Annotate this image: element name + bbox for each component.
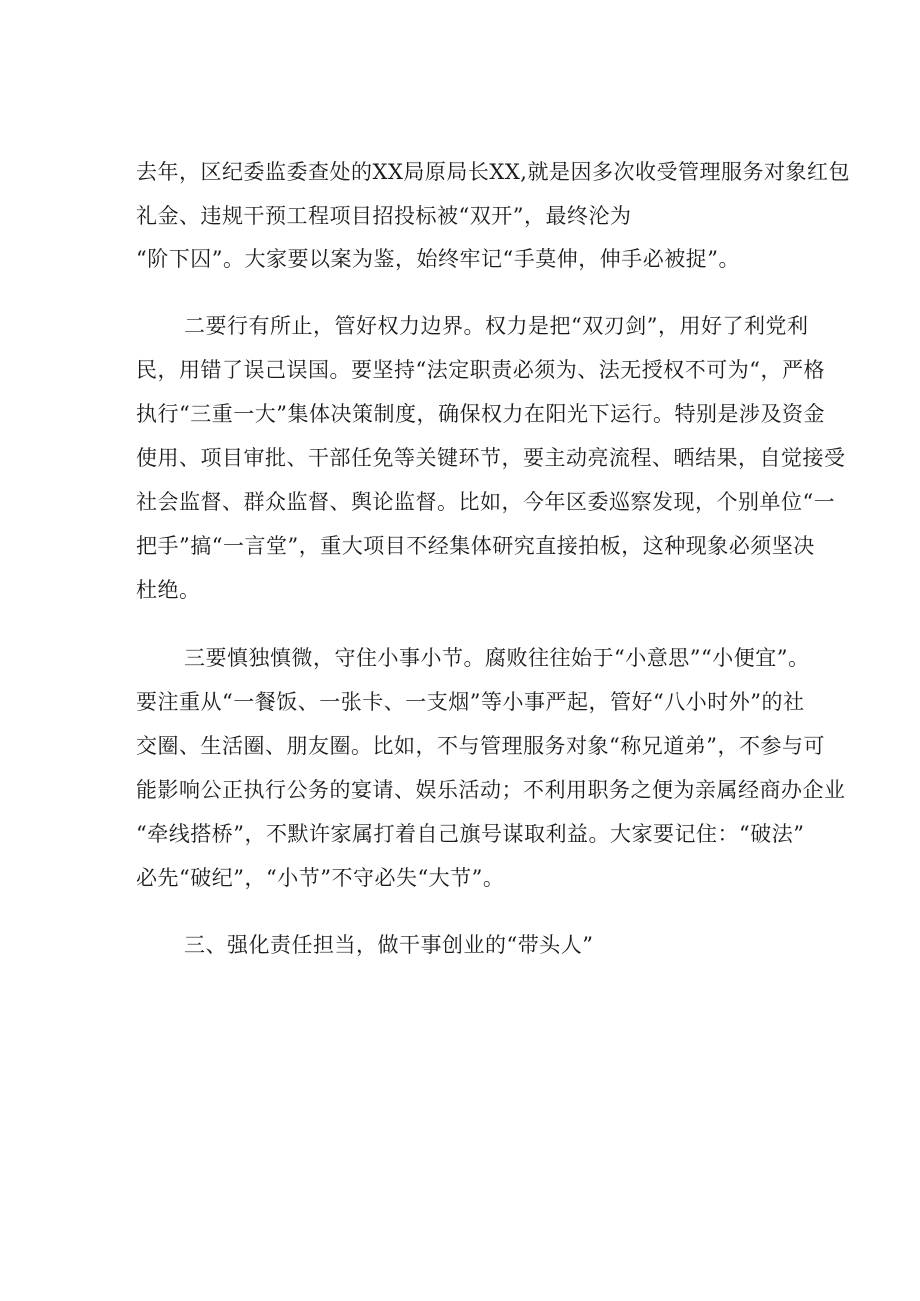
text-line: “阶下囚”。大家要以案为鉴，始终牢记“手莫伸，伸手必被捉”。 [136,247,740,271]
section-heading: 三、强化责任担当，做干事创业的“带头人” [184,933,594,957]
text-line: 交圈、生活圈、朋友圈。比如，不与管理服务对象“称兄道弟”，不参与可 [136,734,825,758]
text-line: 杜绝。 [136,578,201,602]
text-line: “牵线搭桥”，不默许家属打着自己旗号谋取利益。大家要记住：“破法” [136,822,805,846]
text-line: 三要慎独慎微，守住小事小节。腐败往往始于“小意思”“小便宜”。 [184,646,810,670]
text-line: 民，用错了误己误国。要坚持“法定职责必须为、法无授权不可为“，严格 [136,358,825,382]
text-line: 社会监督、群众监督、舆论监督。比如，今年区委巡察发现，个别单位“一 [136,490,836,514]
text-line: 礼金、违规干预工程项目招投标被“双开”，最终沦为 [136,204,632,228]
text-line: 二要行有所止，管好权力边界。权力是把“双刃剑”，用好了利党利 [184,314,809,338]
text-line: 能影响公正执行公务的宴请、娱乐活动；不利用职务之便为亲属经商办企业 [136,778,846,802]
text-line: 把手”搞“一言堂”，重大项目不经集体研究直接拍板，这种现象必须坚决 [136,534,815,558]
text-line: 使用、项目审批、干部任免等关键环节，要主动亮流程、晒结果，自觉接受 [136,446,846,470]
text-line: 执行“三重一大”集体决策制度，确保权力在阳光下运行。特别是涉及资金 [136,402,825,426]
text-line: 必先“破纪”，“小节”不守必失“大节”。 [136,866,505,890]
text-line: 要注重从“一餐饭、一张卡、一支烟”等小事严起，管好“八小时外”的社 [136,690,805,714]
text-line: 去年，区纪委监委查处的XX局原局长XX,就是因多次收受管理服务对象红包 [136,160,850,184]
